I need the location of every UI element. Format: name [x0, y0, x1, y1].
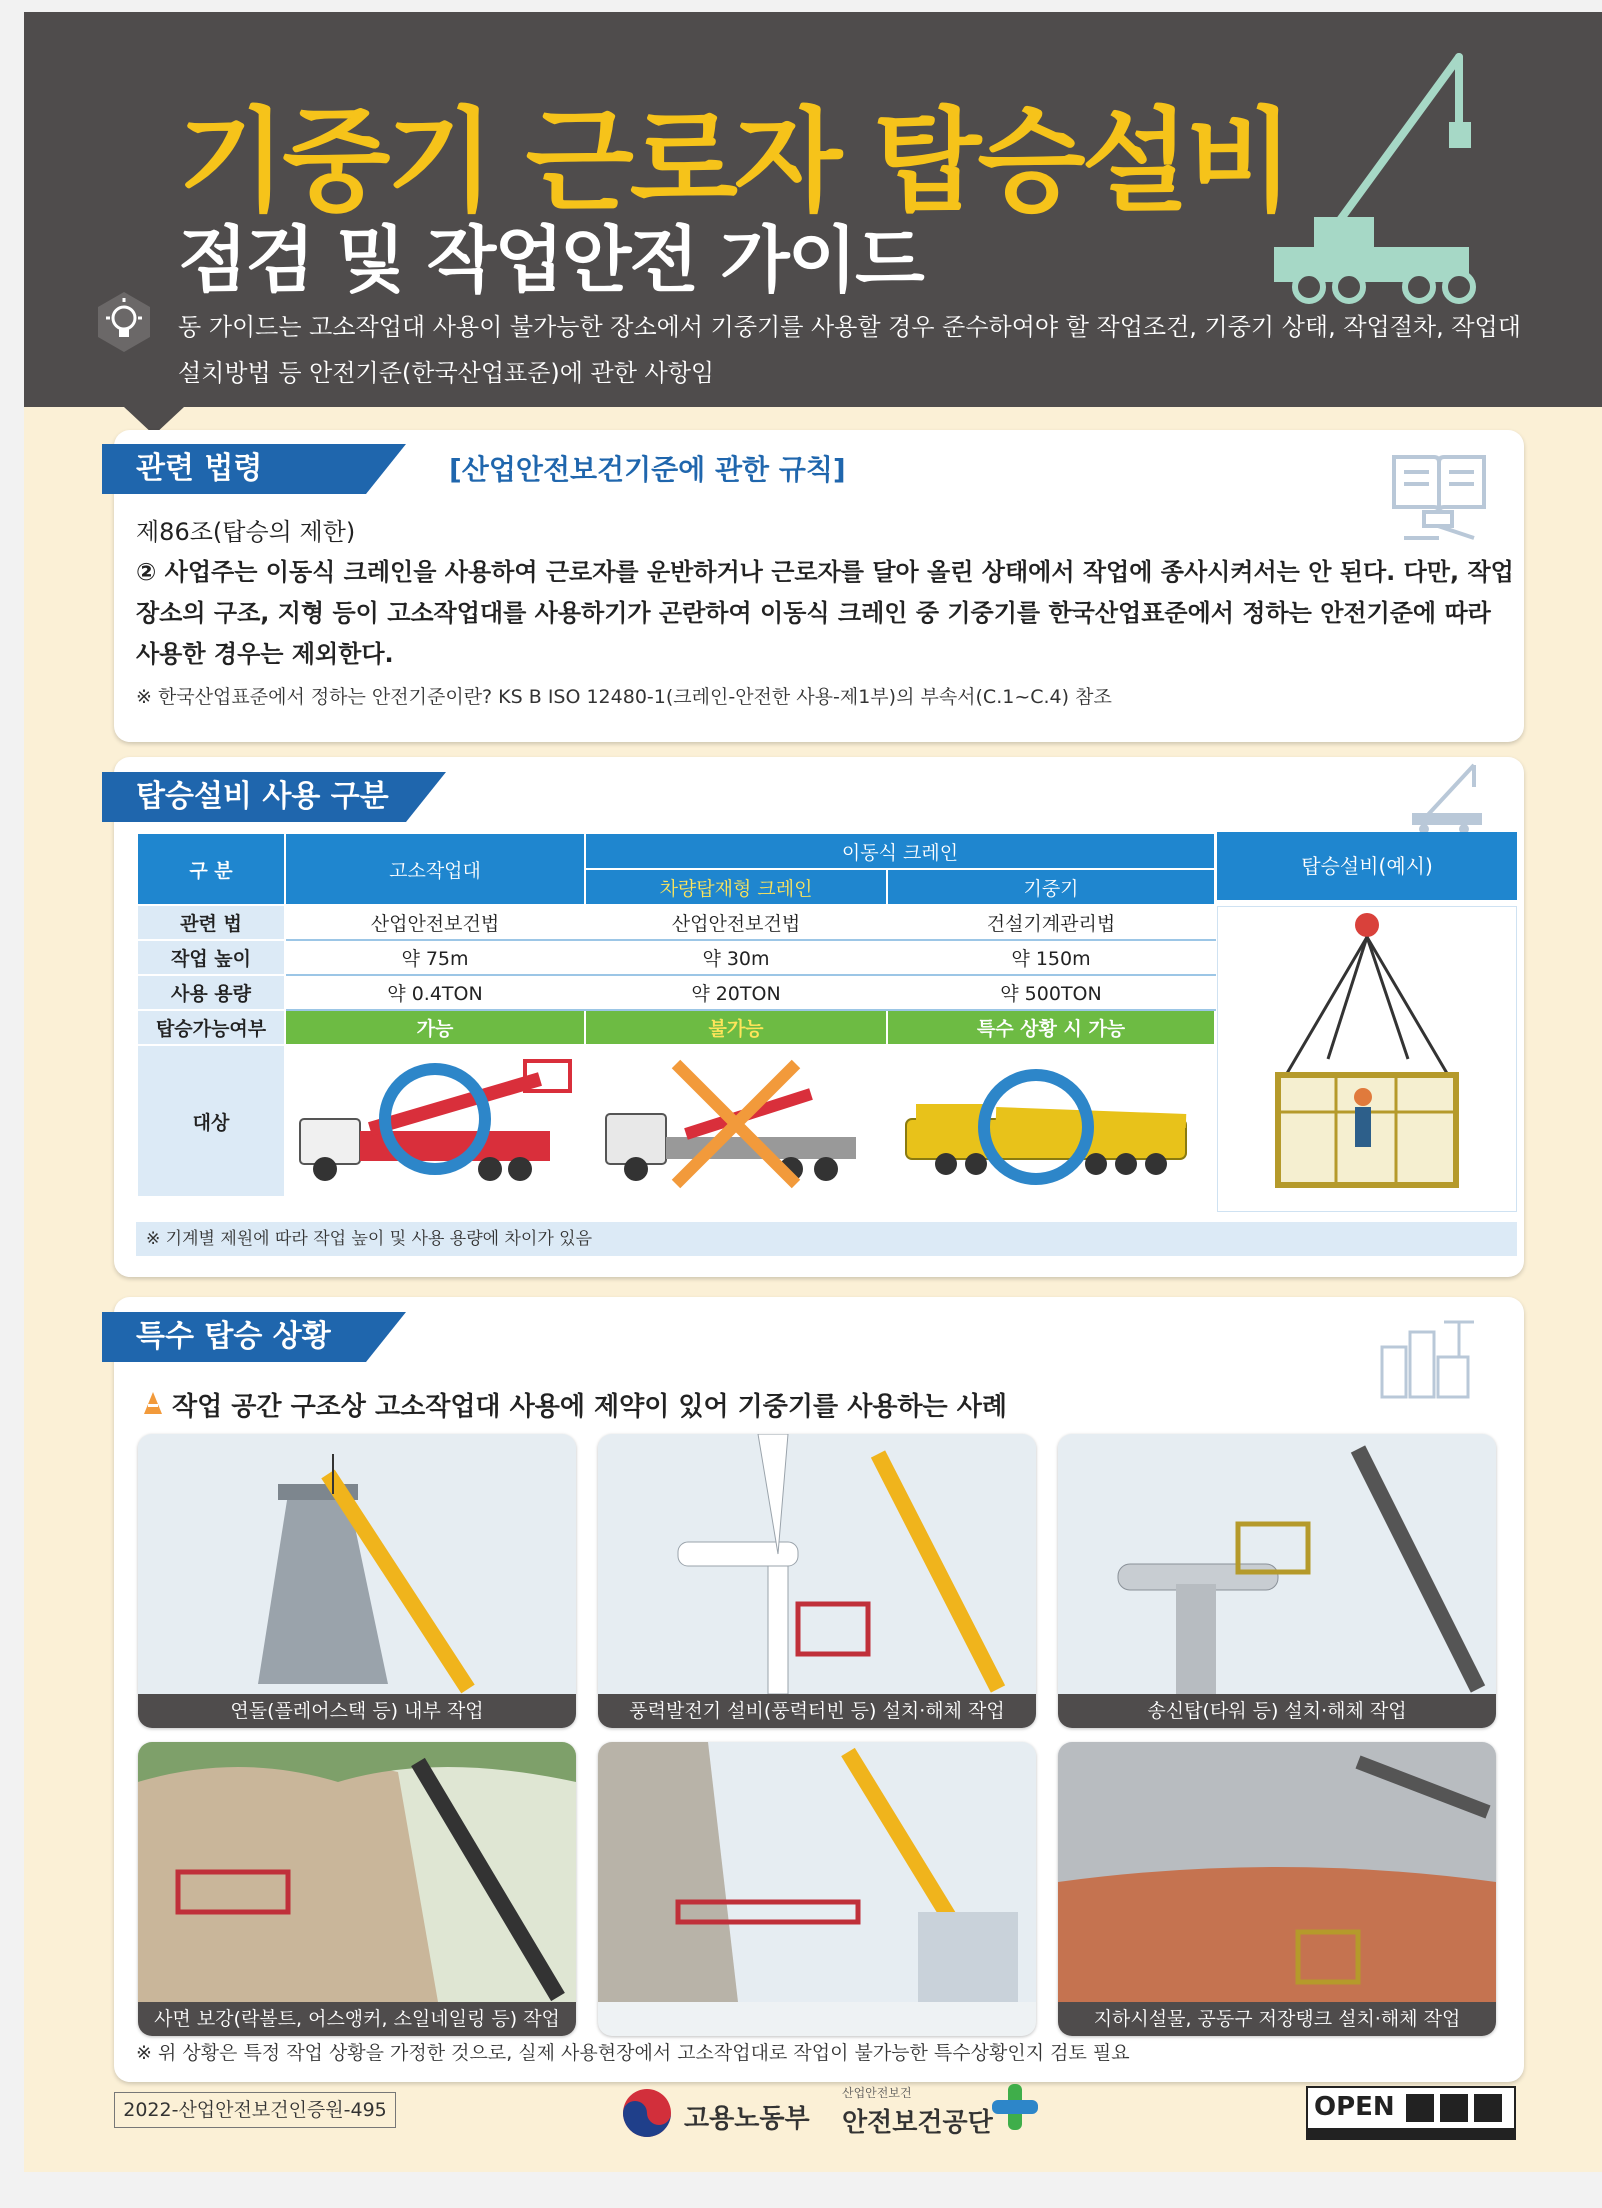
slope-illustration	[138, 1742, 576, 2002]
ministry-logo	[620, 2086, 820, 2140]
row-label-target: 대상	[137, 1045, 285, 1197]
title-sub: 점검 및 작업안전 가이드	[178, 218, 923, 302]
agency-logo	[842, 2082, 1042, 2142]
slope-bridge-illustration	[598, 1742, 1036, 2002]
taegeuk-icon	[620, 2086, 674, 2140]
usage-tag: 탑승설비 사용 구분	[102, 772, 406, 822]
cell-height-crane: 약 150m	[887, 940, 1215, 975]
special-heading: 작업 공간 구조상 고소작업대 사용에 제약이 있어 기중기를 사용하는 사례	[172, 1392, 1007, 1422]
cell-height-truck: 약 30m	[585, 940, 887, 975]
status-boarding-truck: 불가능	[585, 1010, 887, 1045]
city-icon	[1374, 1312, 1484, 1402]
header-mobile-crane: 이동식 크레인	[585, 833, 1215, 869]
case-chimney	[138, 1434, 576, 1728]
title-main: 기중기 근로자 탑승설비	[178, 97, 1290, 227]
case-caption-tower: 송신탑(타워 등) 설치·해체 작업	[1058, 1694, 1496, 1728]
case-caption-wind-turbine: 풍력발전기 설비(풍력터빈 등) 설치·해체 작업	[598, 1694, 1036, 1728]
header-example: 탑승설비(예시)	[1217, 832, 1517, 900]
usage-note: ※ 기계별 제원에 따라 작업 높이 및 사용 용량에 차이가 있음	[136, 1222, 1517, 1256]
case-caption-slope: 사면 보강(락볼트, 어스앵커, 소일네일링 등) 작업	[138, 2002, 576, 2036]
aerial-truck-illustration	[290, 1049, 580, 1189]
target-crane-image	[887, 1045, 1215, 1197]
chimney-illustration	[138, 1434, 576, 1694]
special-note: ※ 위 상황은 특정 작업 상황을 가정한 것으로, 실제 사용현장에서 고소작업대로 작업이 불가능한 특수상황인지 검토 필요	[136, 2042, 1130, 2064]
header-banner	[24, 12, 1602, 407]
law-tag: 관련 법령	[102, 444, 366, 494]
kogl-license-badge	[1306, 2086, 1516, 2140]
law-note: ※ 한국산업표준에서 정하는 안전기준이란? KS B ISO 12480-1(크레인-안전한 사용-제1부)의 부속서(C.1~C.4) 참조	[136, 686, 1112, 708]
poster	[24, 12, 1602, 2172]
warning-cone-icon	[142, 1390, 164, 1416]
row-label-boarding: 탑승가능여부	[137, 1010, 285, 1045]
row-label-capacity: 사용 용량	[137, 975, 285, 1010]
header-category: 구 분	[137, 833, 285, 905]
header-truck-crane: 차량탑재형 크레인	[585, 869, 887, 905]
law-book-icon	[1384, 442, 1494, 542]
cell-law-truck: 산업안전보건법	[585, 905, 887, 940]
example-image	[1217, 906, 1517, 1212]
cell-capacity-truck: 약 20TON	[585, 975, 887, 1010]
small-crane-icon	[1404, 757, 1494, 837]
license-label: OPEN	[1314, 2092, 1395, 2122]
header-crane: 기중기	[887, 869, 1215, 905]
special-tag: 특수 탑승 상황	[102, 1312, 366, 1362]
case-caption-underground: 지하시설물, 공동구 저장탱크 설치·해체 작업	[1058, 2002, 1496, 2036]
law-article: 제86조(탑승의 제한)	[136, 518, 356, 546]
law-body: ② 사업주는 이동식 크레인을 사용하여 근로자를 운반하거나 근로자를 달아 올린 상태에서 작업에 종사시켜서는 안 된다. 다만, 작업장소의 구조, 지형 등이 고소작업대를 사용하기가 곤란하여 이동식 크레인 중 기중기를 한국산업표준에서 정하는 안전기준에 따라 사용한 경우는 제외한다.	[136, 558, 1514, 668]
cell-height-aerial: 약 75m	[285, 940, 585, 975]
agency-name: 안전보건공단	[842, 2108, 993, 2138]
underground-tank-illustration	[1058, 1742, 1496, 2002]
lightbulb-icon	[92, 290, 156, 354]
agency-small-label: 산업안전보건	[842, 2086, 912, 2100]
truck-crane-illustration	[591, 1049, 881, 1189]
kosha-cross-icon	[990, 2082, 1040, 2132]
case-caption-chimney: 연돌(플레어스택 등) 내부 작업	[138, 1694, 576, 1728]
law-subtitle: [산업안전보건기준에 관한 규칙]	[449, 453, 846, 486]
status-boarding-crane: 특수 상황 시 가능	[887, 1010, 1215, 1045]
case-wind-turbine	[598, 1434, 1036, 1728]
usage-table	[136, 832, 1216, 1198]
row-label-law: 관련 법	[137, 905, 285, 940]
header-aerial: 고소작업대	[285, 833, 585, 905]
ministry-name: 고용노동부	[684, 2104, 810, 2134]
row-label-height: 작업 높이	[137, 940, 285, 975]
example-column	[1217, 832, 1517, 1212]
case-slope-2	[598, 1742, 1036, 2036]
target-truck-crane-image	[585, 1045, 887, 1197]
cell-law-crane: 건설기계관리법	[887, 905, 1215, 940]
case-tower	[1058, 1434, 1496, 1728]
case-underground	[1058, 1742, 1496, 2036]
intro-text: 동 가이드는 고소작업대 사용이 불가능한 장소에서 기중기를 사용할 경우 준수하여야 할 작업조건, 기중기 상태, 작업절차, 작업대 설치방법 등 안전기준(한국산업표준)에 관한 사항임	[178, 313, 1521, 387]
crane-icon	[1254, 42, 1504, 322]
status-boarding-aerial: 가능	[285, 1010, 585, 1045]
tower-illustration	[1058, 1434, 1496, 1694]
mobile-crane-illustration	[896, 1049, 1206, 1189]
cell-capacity-crane: 약 500TON	[887, 975, 1215, 1010]
document-code: 2022-산업안전보건인증원-495	[114, 2092, 396, 2128]
target-aerial-image	[285, 1045, 585, 1197]
cell-capacity-aerial: 약 0.4TON	[285, 975, 585, 1010]
case-slope	[138, 1742, 576, 2036]
cell-law-aerial: 산업안전보건법	[285, 905, 585, 940]
wind-turbine-illustration	[598, 1434, 1036, 1694]
basket-illustration	[1218, 907, 1516, 1211]
